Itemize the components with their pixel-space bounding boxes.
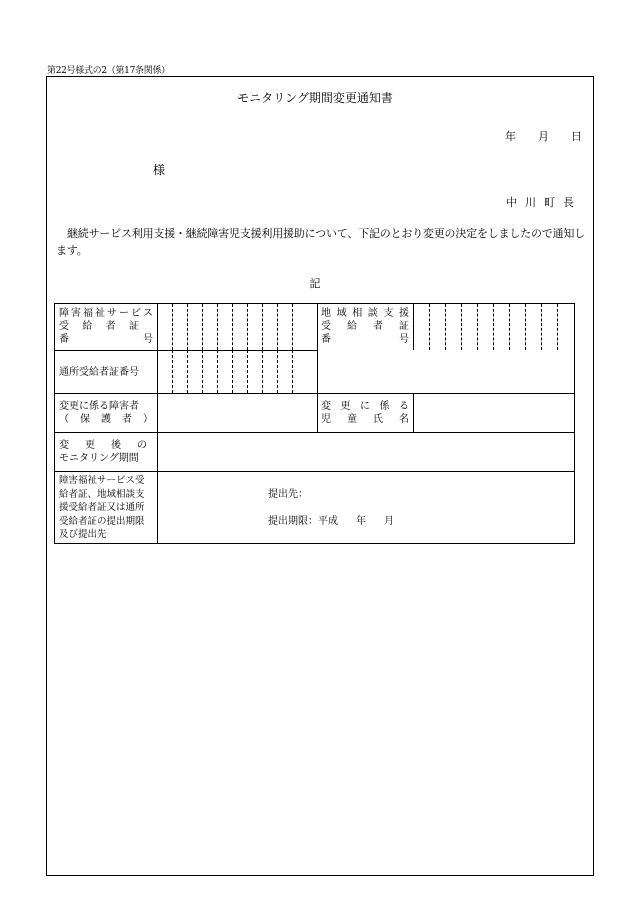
submission-deadline-label: 障害福祉サービス受 給者証、地域相談支 援受給者証又は通所 受給者証の提出期限 及び提出先 (59, 475, 145, 540)
new-monitoring-period-label: 変更後の モニタリング期間 (59, 440, 147, 464)
date-line (505, 128, 582, 144)
deadline-line (268, 515, 394, 528)
deadline-month: 月 (384, 516, 394, 527)
record-label: 記 (309, 277, 321, 290)
submit-to-label: 提出先： (268, 489, 308, 500)
regional-cert-number-label: 地域相談支援 受給者証 番号 (321, 308, 409, 345)
form-number-caption: 第22号様式の2（第17条関係） (47, 66, 170, 76)
daycare-cert-number-field[interactable] (158, 351, 317, 393)
notice-text: 継続サービス利用支援・継続障害児支援利用援助について、下記のとおり変更の決定をしましたので通知します。 (56, 227, 585, 257)
regional-cert-number-field[interactable] (414, 304, 574, 350)
daycare-cert-number-label: 通所受給者証番号 (59, 367, 139, 378)
new-monitoring-period-field[interactable] (158, 433, 574, 471)
welfare-cert-number-field[interactable] (158, 304, 317, 350)
deadline-year: 年 (356, 516, 366, 527)
child-name-field[interactable] (414, 394, 574, 432)
notice-table (54, 303, 575, 544)
addressee-suffix: 様 (153, 163, 166, 177)
welfare-cert-number-label: 障害福祉サービス 受給者証 番号 (59, 308, 153, 345)
child-name-label: 変更に係る 児童氏名 (321, 401, 409, 425)
deadline-era: 平成 (318, 516, 338, 527)
deadline-label: 提出期限： (268, 516, 318, 527)
date-day: 日 (571, 130, 582, 143)
affected-person-label: 変更に係る障害者 （保護者） (59, 401, 153, 425)
issuer-name: 中川町長 (506, 196, 582, 209)
date-year: 年 (505, 130, 516, 143)
page-title: モニタリング期間変更通知書 (237, 91, 393, 105)
affected-person-field[interactable] (158, 394, 317, 432)
date-month: 月 (538, 130, 549, 143)
